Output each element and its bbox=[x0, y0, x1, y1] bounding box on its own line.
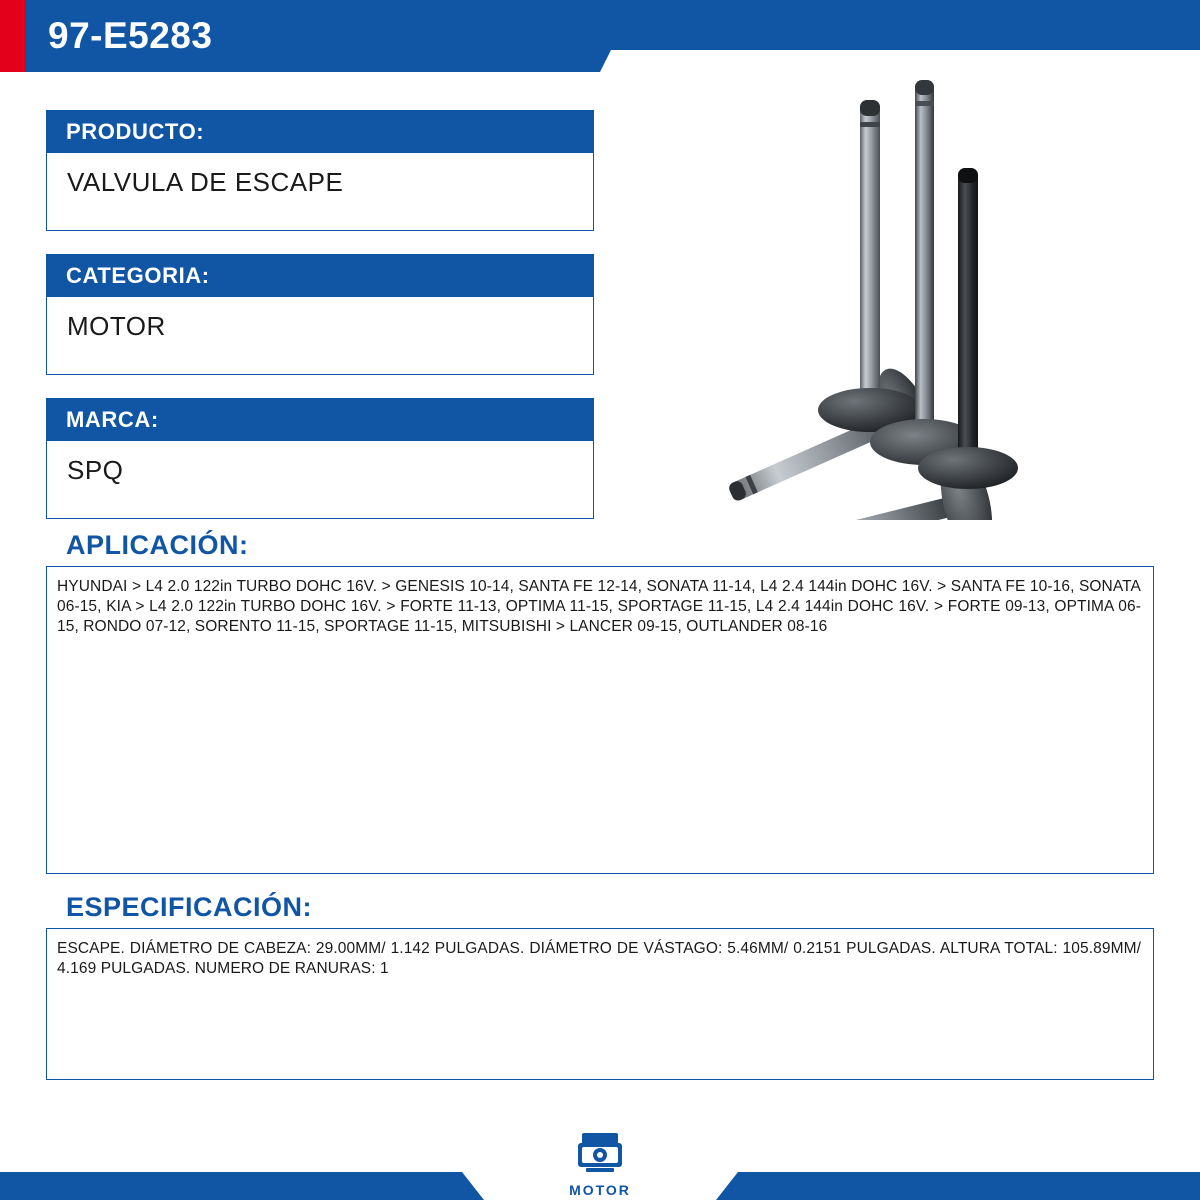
field-categoria-value: MOTOR bbox=[46, 297, 594, 375]
product-image-valves bbox=[700, 70, 1160, 520]
field-producto-value: VALVULA DE ESCAPE bbox=[46, 153, 594, 231]
aplicacion-box bbox=[46, 566, 1154, 874]
header-red-accent bbox=[0, 0, 26, 72]
page-footer bbox=[0, 1158, 1200, 1200]
aplicacion-text: HYUNDAI > L4 2.0 122in TURBO DOHC 16V. > GENESIS 10-14, SANTA FE 12-14, SONATA 11-14, L4 2.4 144in DOHC 16V. > SANTA FE 10-16, SONATA 06-15, KIA > L4 2.0 122in TURBO DOHC 16V. > FORTE 11-13, OPTIMA 11-15, SPORTAGE 11-15, L4 2.4 144in DOHC 16V. > FORTE 09-13, OPTIMA 06-15, RONDO 07-12, SORENTO 11-15, SPORTAGE 11-15, MITSUBISHI > LANCER 09-15, OUTLANDER 08-16 bbox=[57, 578, 1141, 635]
field-marca-label: MARCA: bbox=[46, 398, 594, 441]
field-marca-value: SPQ bbox=[46, 441, 594, 519]
footer-category-label: MOTOR bbox=[569, 1182, 631, 1198]
field-producto bbox=[46, 110, 594, 231]
footer-right-band bbox=[738, 1172, 1200, 1200]
page-header bbox=[0, 0, 1200, 72]
piston-icon bbox=[568, 1131, 632, 1179]
footer-category-badge bbox=[540, 1131, 660, 1198]
especificacion-box bbox=[46, 928, 1154, 1080]
field-producto-label: PRODUCTO: bbox=[46, 110, 594, 153]
header-blue-band-right bbox=[600, 0, 1200, 50]
especificacion-title: ESPECIFICACIÓN: bbox=[66, 892, 313, 922]
part-number-title: 97-E5283 bbox=[48, 15, 213, 56]
especificacion-text: ESCAPE. DIÁMETRO DE CABEZA: 29.00MM/ 1.142 PULGADAS. DIÁMETRO DE VÁSTAGO: 5.46MM/ 0.2151 PULGADAS. ALTURA TOTAL: 105.89MM/ 4.169 PULGADAS. NUMERO DE RANURAS: 1 bbox=[57, 940, 1141, 977]
field-categoria bbox=[46, 254, 594, 375]
field-marca bbox=[46, 398, 594, 519]
footer-left-band bbox=[0, 1172, 462, 1200]
aplicacion-title: APLICACIÓN: bbox=[66, 530, 249, 560]
field-categoria-label: CATEGORIA: bbox=[46, 254, 594, 297]
